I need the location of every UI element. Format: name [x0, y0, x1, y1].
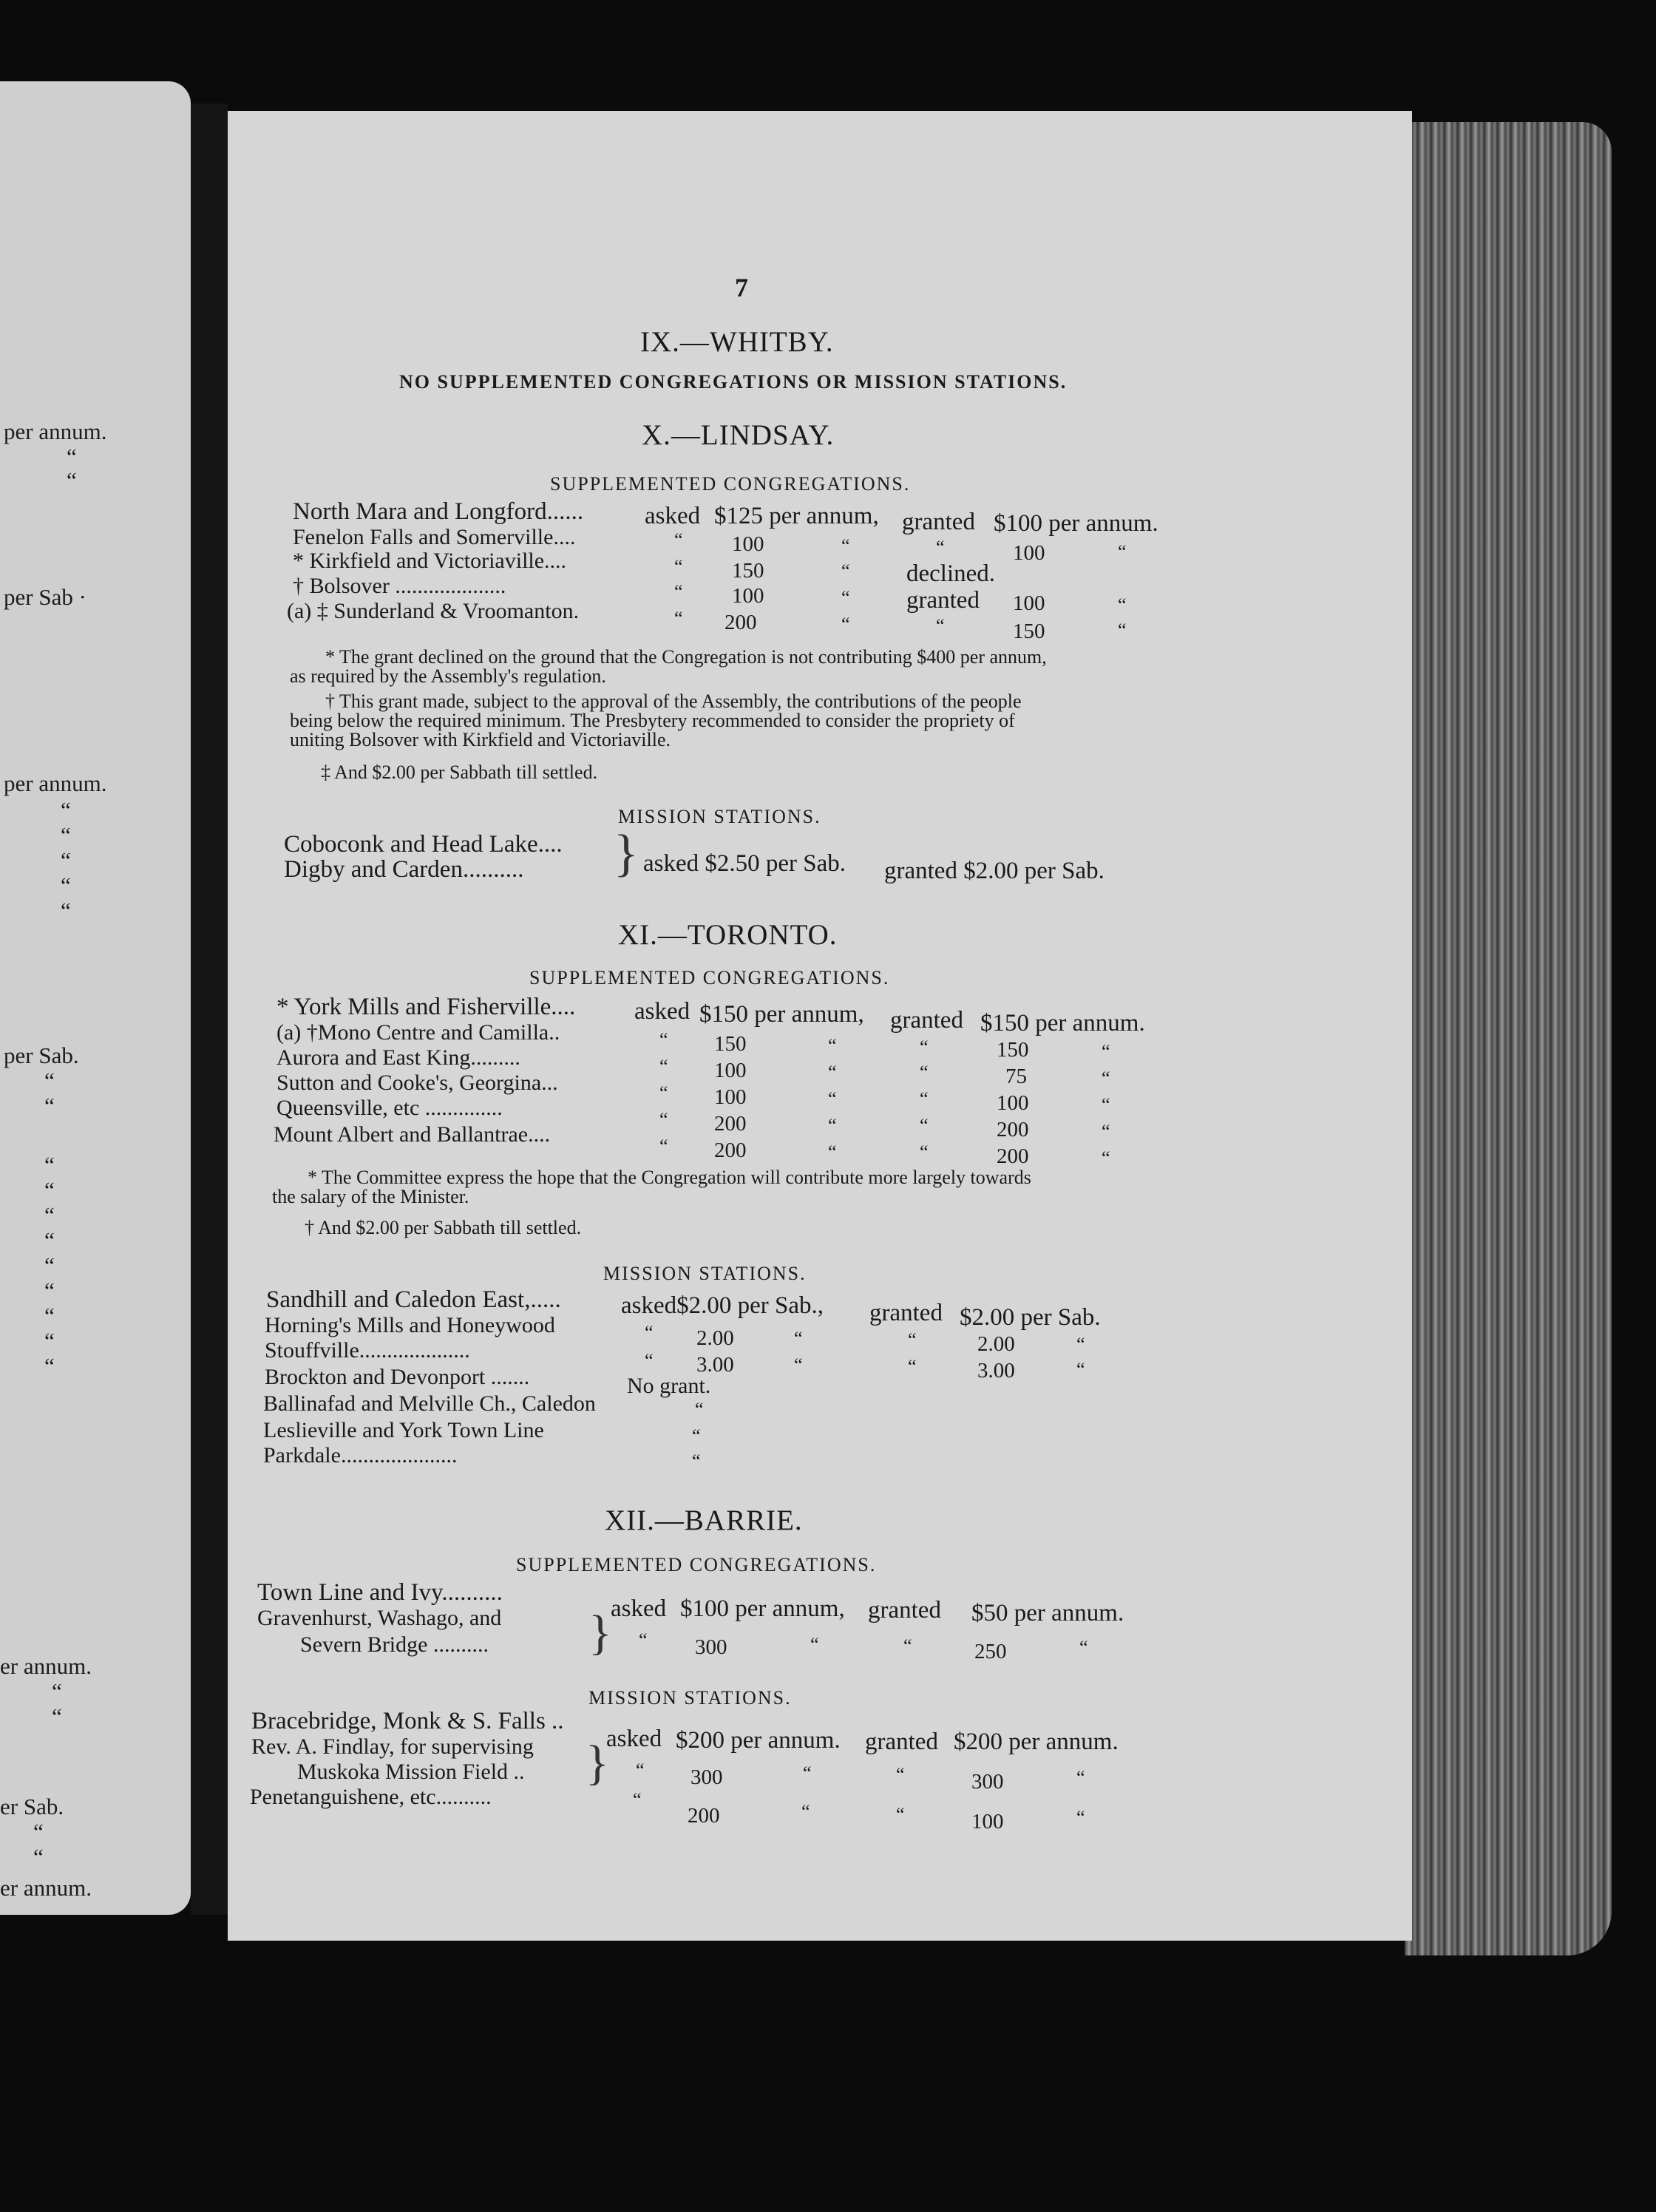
table-cell: “	[920, 1062, 929, 1083]
table-cell: “	[803, 1763, 812, 1784]
left-line: “	[44, 1068, 55, 1093]
brace: }	[586, 1736, 609, 1790]
table-cell: “	[1102, 1068, 1110, 1089]
table-cell: 200	[997, 1118, 1029, 1141]
table-cell: “	[920, 1088, 929, 1110]
table-cell: 75	[1005, 1065, 1027, 1088]
footnote-line: as required by the Assembly's regulation.	[290, 665, 606, 687]
table-row-name: Stouffville....................	[265, 1338, 470, 1363]
table-row-name: * York Mills and Fisherville....	[276, 994, 576, 1020]
table-cell: 3.00	[696, 1353, 734, 1377]
table-cell: $2.00 per Sab.	[960, 1304, 1101, 1331]
toronto-mission-heading: MISSION STATIONS.	[603, 1263, 807, 1284]
table-cell: “	[692, 1451, 701, 1472]
footnote-line: being below the required minimum. The Presbytery recommended to consider the propriety of	[290, 710, 1015, 731]
table-row-name: Rev. A. Findlay, for supervising	[251, 1734, 534, 1759]
table-cell: “	[828, 1115, 837, 1136]
table-cell: 100	[1013, 591, 1045, 615]
table-cell: “	[674, 529, 683, 551]
table-cell: “	[908, 1356, 917, 1377]
footnote-line: † And $2.00 per Sabbath till settled.	[305, 1217, 582, 1238]
table-cell: “	[1118, 620, 1127, 641]
left-line: “	[52, 1678, 62, 1704]
table-row-name: Brockton and Devonport .......	[265, 1365, 530, 1389]
toronto-supp-heading: SUPPLEMENTED CONGREGATIONS.	[529, 967, 890, 988]
left-line: “	[44, 1093, 55, 1119]
table-cell: $50 per annum.	[971, 1600, 1124, 1626]
table-cell: “	[841, 535, 850, 557]
footnote-line: * The Committee express the hope that the Congregation will contribute more largely towards	[308, 1167, 1031, 1188]
table-cell: asked $2.50 per Sab.	[643, 850, 846, 877]
table-cell: 100	[1013, 541, 1045, 565]
table-cell: “	[674, 581, 683, 603]
left-line: “	[67, 444, 77, 469]
table-cell: granted	[868, 1597, 941, 1624]
table-cell: 100	[971, 1810, 1004, 1833]
table-cell: 100	[714, 1059, 747, 1082]
table-row-name: Ballinafad and Melville Ch., Caledon	[263, 1391, 596, 1416]
left-line: “	[44, 1328, 55, 1354]
brace: }	[614, 825, 639, 882]
table-cell: “	[645, 1322, 654, 1343]
table-row-name: Mount Albert and Ballantrae....	[274, 1122, 551, 1147]
book-page-edges	[1405, 122, 1612, 1955]
table-cell: asked	[645, 503, 701, 529]
left-line: per annum.	[4, 418, 107, 444]
left-line: “	[33, 1819, 44, 1845]
table-cell: “	[1076, 1807, 1085, 1828]
table-cell: 300	[971, 1770, 1004, 1794]
table-cell: “	[1079, 1637, 1088, 1658]
table-cell: “	[920, 1141, 929, 1163]
table-cell: 3.00	[977, 1359, 1015, 1382]
table-row-name: Sandhill and Caledon East,.....	[266, 1286, 561, 1313]
table-cell: 150	[732, 559, 764, 583]
table-cell: 300	[690, 1765, 723, 1789]
table-row-name: Coboconk and Head Lake....	[284, 831, 563, 858]
table-row-name: Digby and Carden..........	[284, 856, 524, 883]
footnote-line: uniting Bolsover with Kirkfield and Victoriaville.	[290, 729, 671, 750]
table-cell: “	[1118, 541, 1127, 563]
table-cell: “	[659, 1136, 668, 1157]
table-cell: “	[636, 1760, 645, 1781]
left-line: er Sab.	[0, 1794, 64, 1819]
left-line: “	[44, 1202, 55, 1228]
table-row-name: (a) ‡ Sunderland & Vroomanton.	[287, 599, 580, 623]
table-row-name: North Mara and Longford......	[293, 498, 584, 525]
left-line: “	[61, 822, 71, 848]
table-cell: asked	[606, 1726, 662, 1752]
left-line: “	[44, 1303, 55, 1329]
table-row-name: Fenelon Falls and Somerville....	[293, 525, 576, 549]
table-cell: “	[659, 1109, 668, 1130]
table-cell: asked$2.00 per Sab.,	[621, 1292, 824, 1319]
section-heading-whitby: IX.—WHITBY.	[640, 326, 834, 358]
footnote-line: the salary of the Minister.	[272, 1186, 469, 1207]
table-cell: asked	[611, 1595, 667, 1622]
table-cell: granted	[902, 509, 975, 535]
lindsay-supp-heading: SUPPLEMENTED CONGREGATIONS.	[550, 473, 911, 495]
table-cell: “	[920, 1037, 929, 1058]
table-cell: “	[633, 1789, 642, 1811]
table-row-name: Bracebridge, Monk & S. Falls ..	[251, 1708, 564, 1734]
table-cell: “	[828, 1088, 837, 1110]
table-cell: “	[936, 615, 945, 637]
table-row-name: Leslieville and York Town Line	[263, 1418, 544, 1442]
table-cell: 100	[732, 584, 764, 608]
footnote-line: * The grant declined on the ground that the Congregation is not contributing $400 per annum,	[325, 646, 1047, 668]
table-cell: “	[794, 1354, 803, 1376]
table-row-name: Gravenhurst, Washago, and	[257, 1606, 502, 1630]
table-cell: $100 per annum,	[680, 1595, 845, 1622]
table-cell: 300	[695, 1635, 727, 1659]
table-cell: 250	[974, 1640, 1007, 1663]
section-heading-lindsay: X.—LINDSAY.	[642, 419, 835, 451]
table-cell: 2.00	[696, 1326, 734, 1350]
table-row-name: Penetanguishene, etc..........	[250, 1785, 492, 1809]
page-number: 7	[735, 273, 748, 302]
table-cell: 150	[997, 1038, 1029, 1062]
left-line: “	[33, 1844, 44, 1870]
table-cell: $100 per annum.	[994, 510, 1158, 537]
table-cell: “	[659, 1029, 668, 1051]
table-cell: “	[841, 587, 850, 608]
table-cell: granted $2.00 per Sab.	[884, 858, 1104, 884]
left-line: “	[61, 898, 71, 923]
table-cell: “	[908, 1329, 917, 1351]
left-line: “	[44, 1353, 55, 1379]
footnote-line: † This grant made, subject to the approval of the Assembly, the contributions of the people	[325, 691, 1022, 712]
table-cell: 200	[714, 1139, 747, 1162]
table-cell: 200	[714, 1112, 747, 1136]
table-row-name: Sutton and Cooke's, Georgina...	[276, 1071, 558, 1095]
table-row-name: Queensville, etc ..............	[276, 1096, 503, 1120]
table-cell: “	[1076, 1334, 1085, 1355]
table-cell: granted	[890, 1007, 963, 1034]
left-line: “	[52, 1703, 62, 1729]
table-row-name: (a) †Mono Centre and Camilla..	[276, 1020, 560, 1045]
table-cell: $150 per annum,	[699, 1001, 864, 1028]
table-cell: “	[674, 608, 683, 629]
left-line: “	[61, 797, 71, 823]
left-line: “	[44, 1152, 55, 1178]
table-cell: “	[695, 1399, 704, 1420]
barrie-supp-heading: SUPPLEMENTED CONGREGATIONS.	[516, 1554, 877, 1575]
table-cell: 100	[714, 1085, 747, 1109]
left-line: er annum.	[0, 1875, 92, 1901]
table-cell: “	[1076, 1359, 1085, 1380]
table-cell: 150	[714, 1032, 747, 1056]
table-cell: “	[1102, 1094, 1110, 1116]
left-line: “	[61, 872, 71, 898]
barrie-mission-heading: MISSION STATIONS.	[588, 1687, 792, 1709]
table-cell: “	[841, 560, 850, 582]
table-row-name: Parkdale.....................	[263, 1443, 458, 1468]
table-cell: “	[1102, 1041, 1110, 1062]
left-line: per Sab.	[4, 1042, 79, 1068]
table-cell: No grant.	[627, 1374, 711, 1398]
table-cell: “	[659, 1056, 668, 1077]
left-line: “	[44, 1278, 55, 1303]
table-cell: “	[828, 1141, 837, 1163]
table-cell: “	[801, 1801, 810, 1822]
table-cell: “	[659, 1082, 668, 1104]
table-cell: granted	[865, 1728, 938, 1755]
left-line: er annum.	[0, 1653, 92, 1679]
table-cell: “	[841, 614, 850, 635]
table-cell: 150	[1013, 620, 1045, 643]
table-row-name: Horning's Mills and Honeywood	[265, 1313, 555, 1337]
lindsay-mission-heading: MISSION STATIONS.	[618, 806, 821, 827]
section-heading-toronto: XI.—TORONTO.	[618, 919, 838, 951]
left-line: “	[44, 1177, 55, 1203]
table-cell: 2.00	[977, 1332, 1015, 1356]
table-cell: “	[810, 1634, 819, 1655]
left-line: “	[61, 847, 71, 873]
left-line: per annum.	[4, 770, 107, 796]
table-cell: declined.	[906, 560, 996, 587]
table-cell: “	[639, 1629, 648, 1651]
table-cell: “	[936, 537, 945, 558]
whitby-subheading: NO SUPPLEMENTED CONGREGATIONS OR MISSION STATIONS.	[399, 371, 1068, 393]
table-cell: “	[896, 1764, 905, 1785]
table-cell: 200	[688, 1804, 720, 1828]
book-gutter	[191, 104, 228, 1915]
table-cell: 100	[997, 1091, 1029, 1115]
table-cell: “	[1102, 1147, 1110, 1169]
table-cell: “	[674, 556, 683, 577]
table-row-name: Aurora and East King.........	[276, 1045, 520, 1070]
table-cell: “	[1076, 1767, 1085, 1788]
table-cell: $125 per annum,	[714, 503, 879, 529]
section-heading-barrie: XII.—BARRIE.	[605, 1504, 803, 1536]
table-cell: $200 per annum.	[676, 1727, 841, 1754]
table-cell: “	[896, 1804, 905, 1825]
table-cell: $150 per annum.	[980, 1010, 1145, 1037]
table-cell: “	[645, 1350, 654, 1371]
table-cell: asked	[634, 998, 690, 1025]
table-cell: “	[1118, 594, 1127, 616]
table-cell: granted	[906, 587, 980, 614]
table-cell: 100	[732, 532, 764, 556]
left-line: per Sab ·	[4, 584, 86, 610]
footnote-line: ‡ And $2.00 per Sabbath till settled.	[321, 761, 598, 783]
table-cell: 200	[997, 1144, 1029, 1168]
table-cell: “	[828, 1062, 837, 1083]
table-cell: “	[692, 1425, 701, 1447]
table-cell: $200 per annum.	[954, 1728, 1119, 1755]
table-row-name: * Kirkfield and Victoriaville....	[293, 549, 567, 573]
table-cell: “	[903, 1635, 912, 1657]
left-line: “	[44, 1252, 55, 1278]
table-cell: “	[920, 1115, 929, 1136]
table-cell: “	[1102, 1121, 1110, 1142]
left-page-fragment	[0, 81, 191, 1915]
table-cell: 200	[724, 611, 757, 634]
left-line: “	[44, 1227, 55, 1253]
table-cell: “	[828, 1035, 837, 1056]
table-cell: “	[794, 1328, 803, 1349]
brace: }	[588, 1606, 612, 1660]
table-row-name: Town Line and Ivy..........	[257, 1579, 503, 1606]
table-cell: granted	[869, 1300, 943, 1326]
table-row-name-cont: Severn Bridge ..........	[300, 1632, 489, 1657]
table-row-name-cont: Muskoka Mission Field ..	[297, 1760, 525, 1784]
left-line: “	[67, 467, 77, 493]
table-row-name: † Bolsover ....................	[293, 574, 506, 598]
